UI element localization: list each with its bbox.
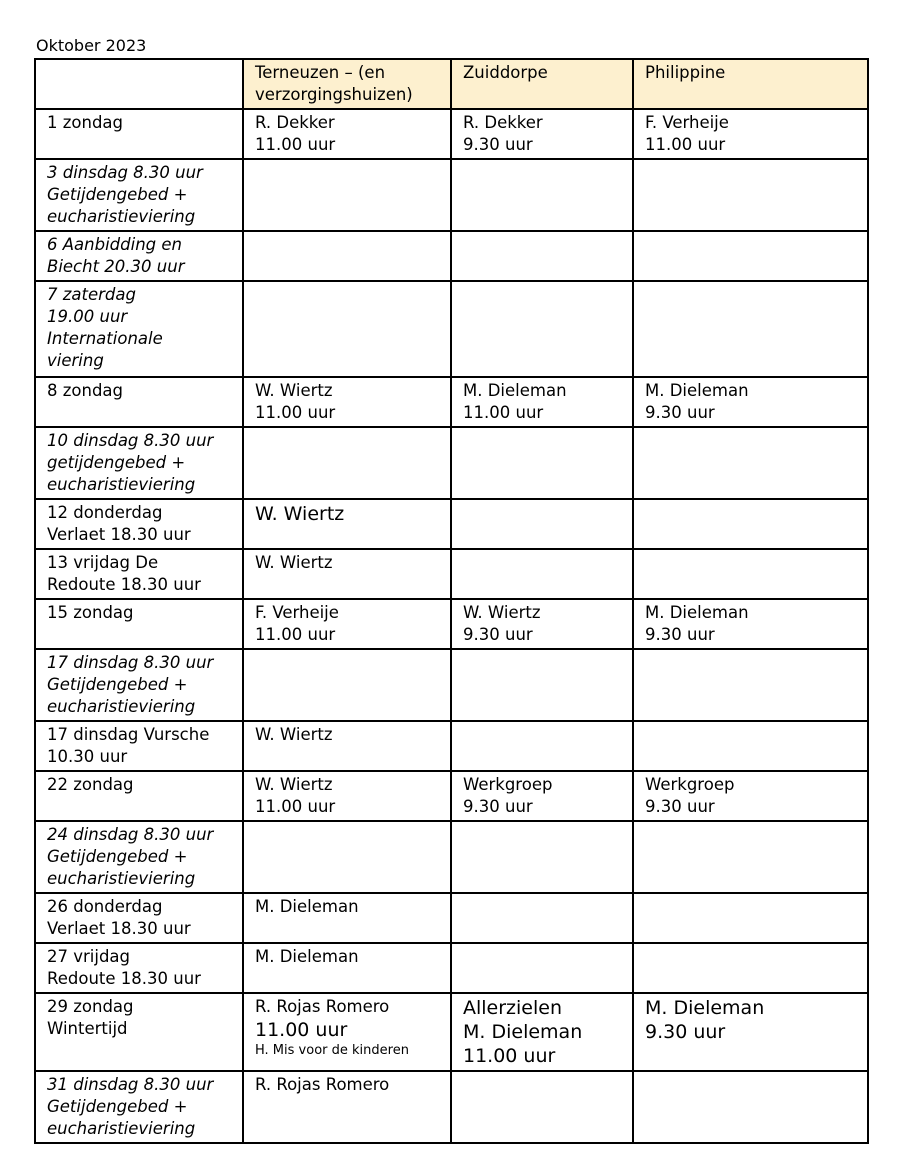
zuiddorpe-cell (451, 427, 633, 499)
terneuzen-cell (243, 771, 451, 821)
table-row (35, 893, 868, 943)
day-cell: 6 Aanbidding en Biecht 20.30 uur (35, 231, 243, 281)
zuiddorpe-cell (451, 599, 633, 649)
zuiddorpe-cell-line: M. Dieleman (463, 381, 567, 400)
table-row (35, 427, 868, 499)
day-cell: 13 vrijdag De Redoute 18.30 uur (35, 549, 243, 599)
zuiddorpe-cell-line: 11.00 uur (463, 1045, 556, 1067)
zuiddorpe-cell (451, 943, 633, 993)
zuiddorpe-cell (451, 893, 633, 943)
terneuzen-cell-line: W. Wiertz (255, 775, 333, 794)
table-row (35, 281, 868, 377)
philippine-cell-line: 9.30 uur (645, 797, 715, 816)
zuiddorpe-cell (451, 549, 633, 599)
table-row (35, 821, 868, 893)
table-row (35, 377, 868, 427)
philippine-cell-line: 11.00 uur (645, 135, 726, 154)
day-cell: 10 dinsdag 8.30 uur getijdengebed + eucharistieviering (35, 427, 243, 499)
terneuzen-cell-line: 11.00 uur (255, 1019, 348, 1041)
terneuzen-cell (243, 721, 451, 771)
terneuzen-cell (243, 943, 451, 993)
terneuzen-cell-line: F. Verheije (255, 603, 339, 622)
terneuzen-cell-line: W. Wiertz (255, 503, 345, 525)
terneuzen-cell (243, 1071, 451, 1143)
terneuzen-cell-line: 11.00 uur (255, 403, 336, 422)
terneuzen-cell-line: 11.00 uur (255, 135, 336, 154)
table-row (35, 499, 868, 549)
terneuzen-cell (243, 281, 451, 377)
table-row (35, 231, 868, 281)
philippine-cell (633, 771, 868, 821)
day-cell: 24 dinsdag 8.30 uur Getijdengebed + eucharistieviering (35, 821, 243, 893)
philippine-cell (633, 721, 868, 771)
terneuzen-cell-line: M. Dieleman (255, 897, 359, 916)
zuiddorpe-cell (451, 993, 633, 1071)
header-cell-philippine: Philippine (633, 59, 868, 109)
day-cell: 12 donderdag Verlaet 18.30 uur (35, 499, 243, 549)
day-cell: 17 dinsdag Vursche 10.30 uur (35, 721, 243, 771)
terneuzen-cell (243, 159, 451, 231)
day-cell: 1 zondag (35, 109, 243, 159)
header-cell-empty (35, 59, 243, 109)
table-row (35, 993, 868, 1071)
table-row (35, 771, 868, 821)
zuiddorpe-cell-line: 9.30 uur (463, 135, 533, 154)
zuiddorpe-cell-line: 11.00 uur (463, 403, 544, 422)
day-cell: 29 zondag Wintertijd (35, 993, 243, 1071)
day-cell: 26 donderdag Verlaet 18.30 uur (35, 893, 243, 943)
zuiddorpe-cell (451, 721, 633, 771)
terneuzen-cell-line: 11.00 uur (255, 797, 336, 816)
philippine-cell-line: 9.30 uur (645, 625, 715, 644)
terneuzen-cell (243, 993, 451, 1071)
table-row (35, 109, 868, 159)
header-cell-terneuzen: Terneuzen – (en verzorgingshuizen) (243, 59, 451, 109)
zuiddorpe-cell (451, 499, 633, 549)
philippine-cell (633, 1071, 868, 1143)
zuiddorpe-cell-line: 9.30 uur (463, 797, 533, 816)
table-row (35, 549, 868, 599)
zuiddorpe-cell-line: 9.30 uur (463, 625, 533, 644)
table-row (35, 159, 868, 231)
terneuzen-cell-line: R. Rojas Romero (255, 1075, 390, 1094)
page-title: Oktober 2023 (36, 36, 147, 55)
zuiddorpe-cell (451, 109, 633, 159)
philippine-cell-line: M. Dieleman (645, 603, 749, 622)
philippine-cell-line: M. Dieleman (645, 997, 765, 1019)
terneuzen-cell (243, 109, 451, 159)
table-row (35, 649, 868, 721)
day-cell: 27 vrijdag Redoute 18.30 uur (35, 943, 243, 993)
philippine-cell-line: 9.30 uur (645, 403, 715, 422)
philippine-cell (633, 649, 868, 721)
philippine-cell (633, 231, 868, 281)
zuiddorpe-cell (451, 1071, 633, 1143)
philippine-cell (633, 281, 868, 377)
terneuzen-cell (243, 427, 451, 499)
philippine-cell (633, 893, 868, 943)
day-cell: 3 dinsdag 8.30 uur Getijdengebed + eucharistieviering (35, 159, 243, 231)
terneuzen-cell (243, 599, 451, 649)
terneuzen-cell (243, 499, 451, 549)
terneuzen-cell (243, 893, 451, 943)
zuiddorpe-cell (451, 649, 633, 721)
terneuzen-cell-line: W. Wiertz (255, 725, 333, 744)
zuiddorpe-cell (451, 231, 633, 281)
zuiddorpe-cell-line: W. Wiertz (463, 603, 541, 622)
philippine-cell-line: F. Verheije (645, 113, 729, 132)
terneuzen-cell-line: R. Dekker (255, 113, 335, 132)
zuiddorpe-cell (451, 159, 633, 231)
terneuzen-cell (243, 377, 451, 427)
zuiddorpe-cell-line: R. Dekker (463, 113, 543, 132)
philippine-cell-line: M. Dieleman (645, 381, 749, 400)
terneuzen-cell (243, 649, 451, 721)
zuiddorpe-cell (451, 821, 633, 893)
zuiddorpe-cell (451, 281, 633, 377)
philippine-cell (633, 993, 868, 1071)
terneuzen-cell-line: 11.00 uur (255, 625, 336, 644)
day-cell: 8 zondag (35, 377, 243, 427)
philippine-cell (633, 427, 868, 499)
zuiddorpe-cell (451, 377, 633, 427)
philippine-cell-line: Werkgroep (645, 775, 735, 794)
table-row (35, 721, 868, 771)
day-cell: 7 zaterdag 19.00 uur Internationale viering (35, 281, 243, 377)
terneuzen-cell (243, 231, 451, 281)
zuiddorpe-cell (451, 771, 633, 821)
terneuzen-cell (243, 821, 451, 893)
philippine-cell (633, 377, 868, 427)
table-row (35, 1071, 868, 1143)
day-cell: 17 dinsdag 8.30 uur Getijdengebed + eucharistieviering (35, 649, 243, 721)
philippine-cell (633, 549, 868, 599)
terneuzen-cell-line: M. Dieleman (255, 947, 359, 966)
philippine-cell (633, 943, 868, 993)
zuiddorpe-cell-line: Werkgroep (463, 775, 553, 794)
table-row (35, 943, 868, 993)
zuiddorpe-cell-line: M. Dieleman (463, 1021, 583, 1043)
table-header-row (35, 59, 868, 109)
philippine-cell (633, 499, 868, 549)
philippine-cell-line: 9.30 uur (645, 1021, 726, 1043)
terneuzen-cell-line: W. Wiertz (255, 553, 333, 572)
day-cell: 15 zondag (35, 599, 243, 649)
day-cell: 22 zondag (35, 771, 243, 821)
terneuzen-cell-line: H. Mis voor de kinderen (255, 1043, 409, 1058)
table-row (35, 599, 868, 649)
zuiddorpe-cell-line: Allerzielen (463, 997, 563, 1019)
terneuzen-cell-line: W. Wiertz (255, 381, 333, 400)
philippine-cell (633, 599, 868, 649)
philippine-cell (633, 821, 868, 893)
schedule-table (34, 58, 869, 1144)
header-cell-zuiddorpe: Zuiddorpe (451, 59, 633, 109)
terneuzen-cell (243, 549, 451, 599)
philippine-cell (633, 159, 868, 231)
day-cell: 31 dinsdag 8.30 uur Getijdengebed + eucharistieviering (35, 1071, 243, 1143)
terneuzen-cell-line: R. Rojas Romero (255, 997, 390, 1016)
philippine-cell (633, 109, 868, 159)
